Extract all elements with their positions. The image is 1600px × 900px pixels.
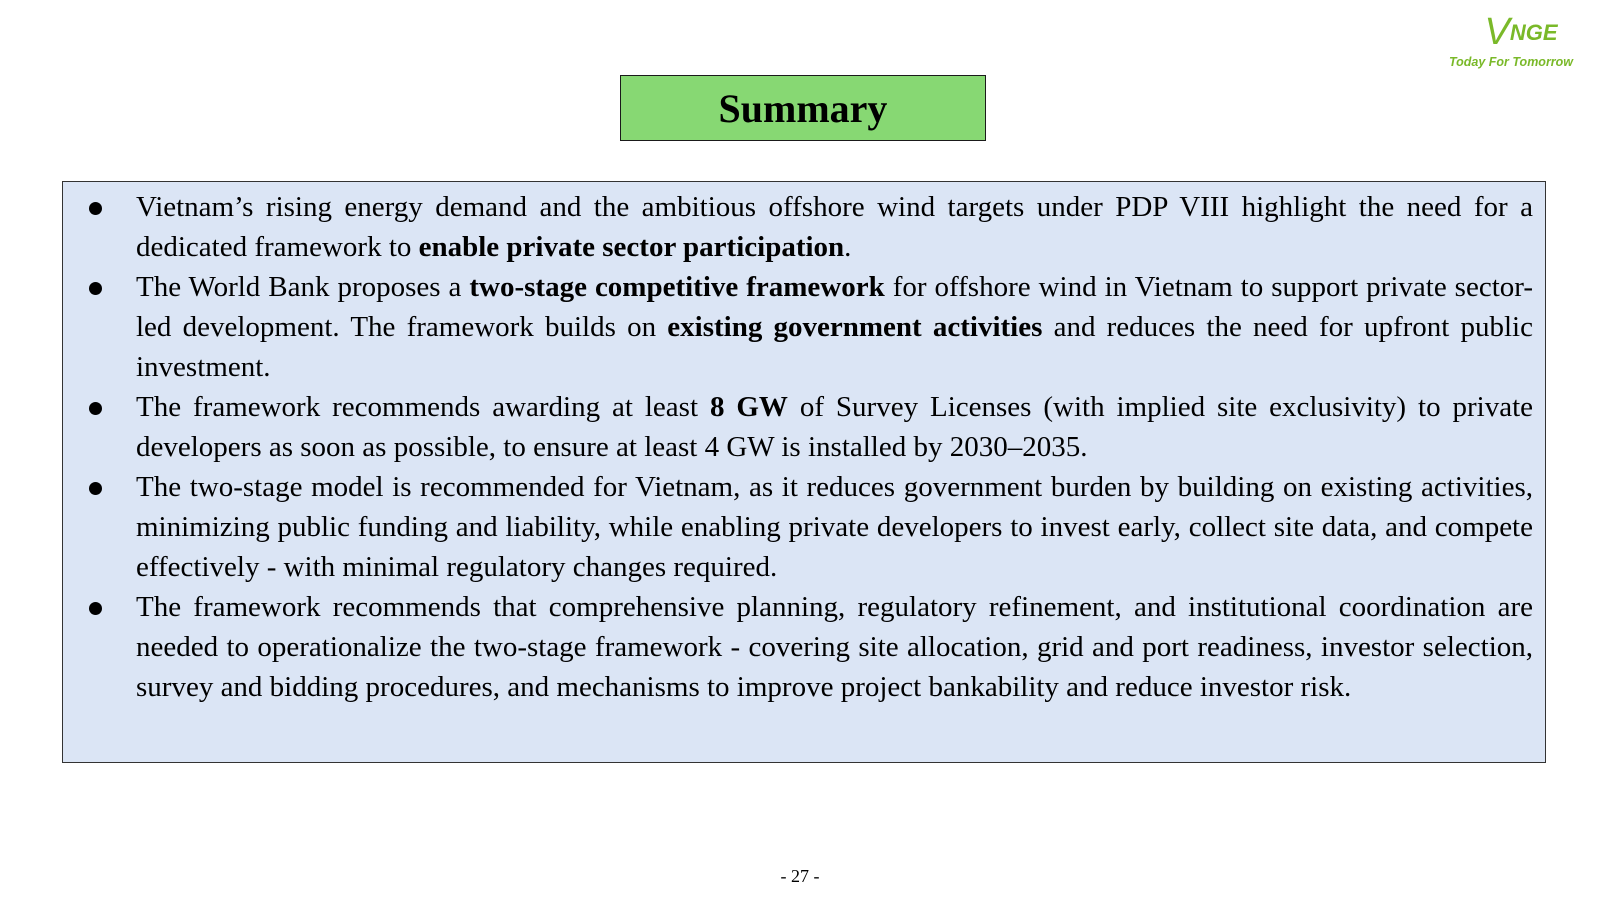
summary-bullet-item [63,587,1533,707]
bullet-text-bold: existing government activities [667,311,1043,343]
bullet-text: of Survey Licenses (with implied site exclusivity) to private developers as soon as possible, to ensure at least 4 GW is installed by 2030–2035. [136,391,1533,463]
bullet-dot-icon [89,402,102,415]
page-title: Summary [718,85,888,131]
bullet-text: Vietnam’s rising energy demand and the ambitious offshore wind targets under PDP VIII highlight the need for a dedicated framework to [136,191,1533,263]
summary-bullet-item [63,387,1533,467]
bullet-text-bold: enable private sector participation [418,231,845,263]
title-box [620,75,986,141]
bullet-text: The framework recommends awarding at least [136,391,710,423]
bullet-text: and reduces the need for upfront public investment. [136,311,1533,383]
logo-initial: V [1484,11,1510,53]
logo-mark [1456,8,1586,53]
logo-letters: NGE [1509,20,1558,45]
bullet-text: for offshore wind in Vietnam to support private sector-led development. The framework builds on [136,271,1533,343]
bullet-dot-icon [89,282,102,295]
bullet-dot-icon [89,602,102,615]
company-logo [1436,8,1586,78]
summary-bullet-item [63,187,1533,267]
summary-bullet-item [63,467,1533,587]
bullet-dot-icon [89,202,102,215]
summary-bullet-list [63,187,1533,707]
bullet-text: The framework recommends that comprehensive planning, regulatory refinement, and institutional coordination are needed to operationalize the two-stage framework - covering site allocation, grid and port readiness, investor selection, survey and bidding procedures, and mechanisms to improve project bankability and reduce investor risk. [136,591,1533,703]
summary-box [62,181,1546,763]
bullet-text: The two-stage model is recommended for Vietnam, as it reduces government burden by building on existing activities, minimizing public funding and liability, while enabling private developers to invest early, collect site data, and compete effectively - with minimal regulatory changes required. [136,471,1533,583]
summary-bullet-item [63,267,1533,387]
bullet-dot-icon [89,482,102,495]
bullet-text: The World Bank proposes a [136,271,470,303]
page-number: - 27 - [780,866,820,886]
bullet-text-bold: two-stage competitive framework [469,271,885,303]
logo-tagline: Today For Tomorrow [1448,55,1574,69]
bullet-text: . [844,231,852,263]
bullet-text-bold: 8 GW [709,391,788,423]
